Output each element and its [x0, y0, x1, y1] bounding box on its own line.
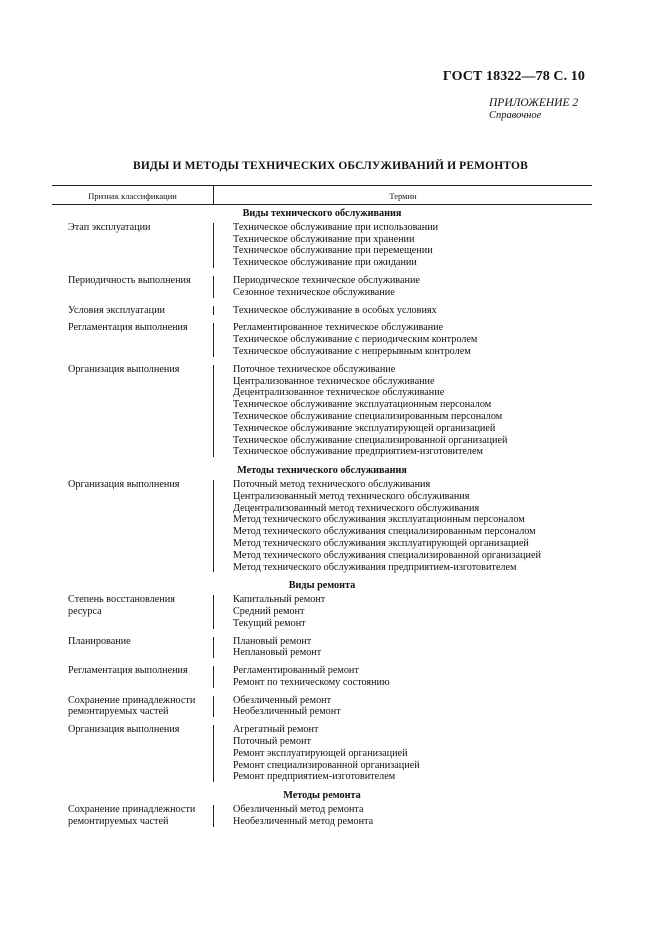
term-item: Обезличенный ремонт — [233, 694, 332, 706]
term-item: Периодическое техническое обслуживание — [233, 274, 420, 286]
term-item: Метод технического обслуживания специализированной организацией — [233, 549, 541, 561]
feature-text: Регламентация выполнения — [68, 322, 188, 334]
appendix-note: Справочное — [489, 110, 542, 121]
term-item: Сезонное техническое обслуживание — [233, 286, 395, 298]
term-item: Обезличенный метод ремонта — [233, 804, 364, 816]
term-item: Техническое обслуживание при использовании — [233, 221, 439, 233]
table-row — [52, 305, 592, 317]
term-item: Ремонт эксплуатирующей организацией — [233, 747, 408, 759]
term-item: Техническое обслуживание при хранении — [233, 233, 415, 245]
term-item: Метод технического обслуживания эксплуатационным персоналом — [233, 514, 525, 526]
classification-feature — [52, 695, 210, 719]
term-list — [210, 322, 592, 357]
section-title: Методы ремонта — [283, 790, 361, 802]
term-item: Техническое обслуживание эксплуатационным персоналом — [233, 399, 492, 411]
term-list — [210, 636, 592, 660]
term-list — [210, 364, 592, 458]
column-header-term: Термин — [389, 191, 417, 201]
term-item: Плановый ремонт — [233, 635, 312, 647]
term-item: Агрегатный ремонт — [233, 724, 319, 736]
row-column-divider — [213, 323, 214, 356]
table-row — [52, 479, 592, 573]
feature-text: Степень восстановления ресурса — [68, 594, 175, 617]
table-row — [52, 665, 592, 689]
feature-text: Этап эксплуатации — [68, 221, 151, 233]
classification-feature — [52, 665, 210, 689]
table-row — [52, 275, 592, 299]
table-row — [52, 222, 592, 269]
feature-text: Организация выполнения — [68, 478, 180, 490]
feature-text: Организация выполнения — [68, 724, 180, 736]
table-row — [52, 804, 592, 828]
term-item: Централизованный метод технического обслуживания — [233, 490, 470, 502]
term-item: Децентрализованный метод технического обслуживания — [233, 502, 480, 514]
term-item: Централизованное техническое обслуживание — [233, 375, 435, 387]
term-item: Текущий ремонт — [233, 617, 306, 629]
feature-text: Сохранение принадлежности ремонтируемых частей — [68, 694, 196, 718]
classification-feature — [52, 222, 210, 269]
term-item: Необезличенный ремонт — [233, 706, 341, 718]
term-list — [210, 275, 592, 299]
feature-text: Сохранение принадлежности ремонтируемых частей — [68, 804, 196, 827]
term-item: Поточное техническое обслуживание — [233, 363, 396, 375]
classification-feature — [52, 594, 210, 629]
term-item: Децентрализованное техническое обслуживание — [233, 387, 445, 399]
classification-feature — [52, 636, 210, 660]
classification-feature — [52, 322, 210, 357]
term-item: Метод технического обслуживания специализированным персоналом — [233, 526, 536, 538]
term-item: Техническое обслуживание в особых условиях — [233, 304, 437, 316]
classification-feature — [52, 305, 210, 317]
row-column-divider — [213, 306, 214, 316]
row-column-divider — [213, 480, 214, 572]
term-item: Средний ремонт — [233, 605, 305, 617]
term-item: Техническое обслуживание с непрерывным контролем — [233, 345, 471, 357]
term-item: Техническое обслуживание при перемещении — [233, 245, 433, 257]
row-column-divider — [213, 725, 214, 782]
term-item: Регламентированный ремонт — [233, 665, 359, 677]
term-list — [210, 479, 592, 573]
term-item: Техническое обслуживание специализированным персоналом — [233, 410, 503, 422]
term-list — [210, 695, 592, 719]
feature-text: Периодичность выполнения — [68, 274, 191, 286]
term-item: Техническое обслуживание эксплуатирующей организацией — [233, 422, 496, 434]
section-title: Методы технического обслуживания — [237, 465, 407, 477]
document-title: ВИДЫ И МЕТОДЫ ТЕХНИЧЕСКИХ ОБСЛУЖИВАНИЙ И РЕМОНТОВ — [133, 160, 528, 172]
section-title: Виды ремонта — [288, 580, 356, 592]
term-item: Техническое обслуживание при ожидании — [233, 257, 417, 269]
row-column-divider — [213, 365, 214, 457]
term-item: Регламентированное техническое обслуживание — [233, 322, 444, 334]
table-row — [52, 724, 592, 783]
feature-text: Регламентация выполнения — [68, 665, 188, 677]
term-list — [210, 665, 592, 689]
table-row — [52, 594, 592, 629]
classification-feature — [52, 275, 210, 299]
column-header-feature: Признак классификации — [88, 191, 177, 201]
term-item: Ремонт специализированной организацией — [233, 759, 420, 771]
term-list — [210, 724, 592, 783]
document-standard-header: ГОСТ 18322—78 С. 10 — [442, 69, 585, 84]
section-title: Виды технического обслуживания — [242, 208, 402, 219]
feature-text: Организация выполнения — [68, 363, 180, 375]
table-row — [52, 322, 592, 357]
term-item: Техническое обслуживание с периодическим контролем — [233, 334, 478, 346]
header-bottom-rule — [52, 204, 592, 205]
classification-feature — [52, 364, 210, 458]
feature-text: Планирование — [68, 635, 131, 647]
term-item: Капитальный ремонт — [233, 594, 326, 606]
term-item: Техническое обслуживание предприятием-изготовителем — [233, 446, 483, 458]
term-item: Ремонт по техническому состоянию — [233, 676, 390, 688]
row-column-divider — [213, 276, 214, 298]
term-list — [210, 222, 592, 269]
row-column-divider — [213, 223, 214, 268]
row-column-divider — [213, 637, 214, 659]
term-item: Необезличенный метод ремонта — [233, 815, 374, 827]
feature-text: Условия эксплуатации — [68, 304, 165, 316]
classification-feature — [52, 479, 210, 573]
row-column-divider — [213, 666, 214, 688]
term-list — [210, 305, 592, 317]
term-item: Неплановый ремонт — [233, 647, 322, 659]
classification-feature — [52, 724, 210, 783]
term-item: Поточный ремонт — [233, 736, 311, 748]
classification-feature — [52, 804, 210, 828]
term-list — [210, 804, 592, 828]
table-row — [52, 636, 592, 660]
term-item: Ремонт предприятием-изготовителем — [233, 771, 396, 783]
table-row — [52, 695, 592, 719]
term-item: Техническое обслуживание специализированной организацией — [233, 434, 508, 446]
term-item: Поточный метод технического обслуживания — [233, 478, 431, 490]
row-column-divider — [213, 696, 214, 718]
table-row — [52, 364, 592, 458]
row-column-divider — [213, 805, 214, 827]
row-column-divider — [213, 595, 214, 628]
term-item: Метод технического обслуживания предприятием-изготовителем — [233, 561, 517, 573]
term-item: Метод технического обслуживания эксплуатирующей организацией — [233, 537, 529, 549]
classification-table — [52, 207, 592, 834]
term-list — [210, 594, 592, 629]
appendix-label: ПРИЛОЖЕНИЕ 2 — [489, 97, 579, 109]
table-top-rule — [52, 185, 592, 186]
